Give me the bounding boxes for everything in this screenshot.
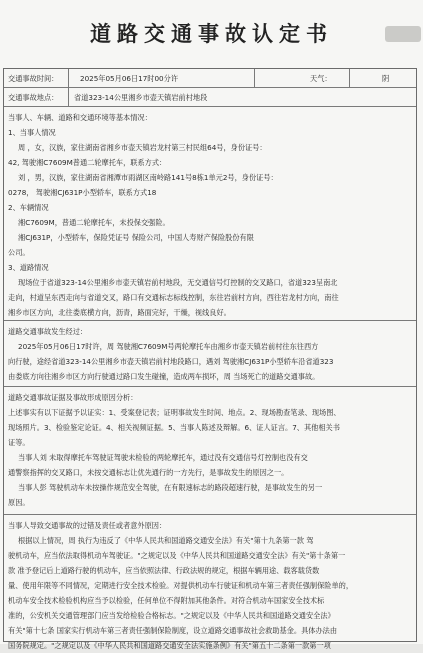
process-line: 2025年05月06日17时许，周 驾驶湘C7609M号两轮摩托车由湘乡市壶天镇岩前村往东往西方: [18, 342, 319, 351]
section-heading: 道路交通事故发生经过：: [8, 327, 88, 336]
accident-process-section: [4, 321, 416, 387]
info-line: 公司。: [8, 248, 30, 257]
fault-line: 量、使用年限等不同情况，定期进行安全技术检验。对提供机动车行驶证和机动车第三者责任强制保险单的，: [8, 581, 354, 590]
report-table: [3, 68, 417, 650]
info-line: 湘CJ631P，小型轿车，保险凭证号 保险公司，中国人寿财产保险股份有限: [18, 233, 254, 242]
process-line: 由娄底方向往湘乡市区方向行驶通过路口发生碰撞，造成两车损坏，周 当场死亡的道路交通事故。: [8, 372, 320, 381]
fault-line: 驶机动车，应当依法取得机动车驾驶证。"之规定以及《中华人民共和国道路交通安全法》有关"第十条第一: [8, 551, 346, 560]
process-line: 向行驶，途经省道323-14公里湘乡市壶天镇岩前村地段路口，遇刘 驾驶湘CJ631P小型轿车沿省道323: [8, 357, 334, 366]
fault-line: 国务院规定。"之规定以及《中华人民共和国道路交通安全法实施条例》有关"第五十二条第一款第一项: [8, 641, 331, 650]
evidence-line: 现场照片。3、检验鉴定论证。4、相关视频证据。5、当事人陈述及辩解。6、证人证言。7、其他相关书: [8, 423, 340, 432]
evidence-analysis-section: [4, 387, 416, 515]
stamp-smudge: [385, 26, 421, 42]
time-label: 交通事故时间：: [8, 74, 59, 83]
info-line: 2、车辆情况: [8, 203, 49, 212]
place-row: [4, 88, 416, 107]
time-value: 2025年05月06日17时00分许: [80, 74, 179, 83]
weather-value: 阴: [382, 74, 390, 83]
basic-info-section: [4, 107, 416, 321]
evidence-line: 原因。: [8, 498, 30, 507]
evidence-line: 当事人彭 驾驶机动车未按操作规范安全驾驶，在有限速标志的路段超速行驶，是事故发生的另一: [18, 483, 323, 492]
info-line: 0278， 驾驶湘CJ631P小型轿车，联系方式18: [8, 188, 157, 197]
evidence-line: 通警察指挥的交叉路口，未按交通标志让优先通行的一方先行，是事故发生的原因之一。: [8, 468, 289, 477]
fault-responsibility-section: [4, 515, 416, 650]
info-line: 湘乡市区方向，北往娄底横方向，沥青，路面完好，干燥，视线良好。: [8, 308, 231, 317]
info-line: 1、当事人情况: [8, 128, 56, 137]
fault-line: 款 准予登记后上道路行驶的机动车，应当依照法律、行政法规的规定，根据车辆用途、载客载货数: [8, 566, 320, 575]
fault-line: 机动车安全技术检验机构应当予以检验，任何单位不得附加其他条件。对符合机动车国家安全技术标: [8, 596, 325, 605]
info-line: 刘 ，男，汉族，家住湖南省湘潭市雨湖区南岭路141号8栋1单元2号，身份证号：: [18, 173, 278, 182]
document-title: 道路交通事故认定书: [90, 21, 333, 46]
info-line: 湘C7609M，普通二轮摩托车，未投保交强险。: [18, 218, 170, 227]
fault-line: 有关"第十七条 国家实行机动车第三者责任强制保险制度，设立道路交通事故社会救助基金。具体办法由: [8, 626, 338, 635]
info-line: 走向，村道呈东西走向与省道交叉，路口有交通标志标线控制，东往岩前村方向，西往岩龙村方向，南往: [8, 293, 339, 302]
fault-line: 根据以上情况，周 执行为违反了《中华人民共和国道路交通安全法》有关"第十九条第一款 驾: [18, 536, 314, 545]
info-line: 现场位于省道323-14公里湘乡市壶天镇岩前村地段，无交通信号灯控制的交叉路口，省道323呈南北: [18, 278, 338, 287]
evidence-line: 证等。: [8, 438, 30, 447]
place-value: 省道323-14公里湘乡市壶天镇岩前村地段: [74, 93, 208, 102]
section-heading: 当事人导致交通事故的过错及责任或者意外原因：: [8, 521, 167, 530]
info-line: 3、道路情况: [8, 263, 49, 272]
evidence-line: 上述事实有以下证据予以证实：1、受案登记表；证明事故发生时间、地点。2、现场勘查笔录、现场图、: [8, 408, 341, 417]
info-line: 42, 驾驶湘C7609M普通二轮摩托车，联系方式：: [8, 158, 167, 167]
weather-label: 天气：: [310, 74, 332, 83]
time-row: [4, 69, 416, 88]
evidence-line: 当事人刘 未取得摩托车驾驶证驾驶未检验的两轮摩托车，通过没有交通信号灯控制也没有交: [18, 453, 308, 462]
fault-line: 准的，公安机关交通管理部门应当发给检验合格标志。"之规定以及《中华人民共和国道路交通安全法》: [8, 611, 335, 620]
section-heading: 道路交通事故证据及事故形成原因分析：: [8, 393, 138, 402]
place-label: 交通事故地点：: [8, 93, 59, 102]
section-heading: 当事人、车辆、道路和交通环境等基本情况：: [8, 113, 152, 122]
info-line: 周 ，女，汉族，家住湖南省湘乡市壶天镇岩龙村第三村民组64号，身份证号：: [18, 143, 267, 152]
